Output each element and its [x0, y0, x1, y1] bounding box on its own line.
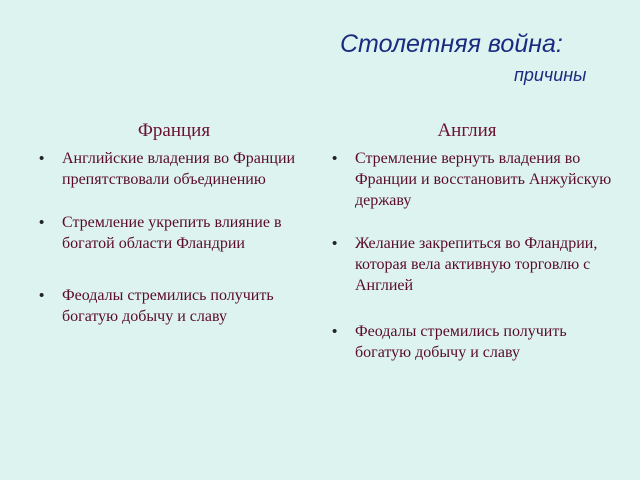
list-item: • Английские владения во Франции препятствовали объединению — [37, 148, 315, 190]
list-item: • Желание закрепиться во Фландрии, которая вела активную торговлю с Англией — [330, 233, 612, 296]
england-causes-list — [330, 148, 612, 363]
column-heading-france: Франция — [137, 120, 211, 141]
slide-subtitle: причины — [514, 65, 587, 85]
list-item: • Стремление вернуть владения во Франции и восстановить Анжуйскую державу — [330, 148, 612, 211]
slide-title: Столетняя война: — [340, 30, 563, 58]
column-heading-england: Англия — [437, 120, 497, 141]
france-causes-list — [37, 148, 315, 327]
list-item: • Стремление укрепить влияние в богатой области Фландрии — [37, 212, 315, 254]
list-item: • Феодалы стремились получить богатую добычу и славу — [330, 321, 612, 363]
list-item: • Феодалы стремились получить богатую добычу и славу — [37, 285, 315, 327]
